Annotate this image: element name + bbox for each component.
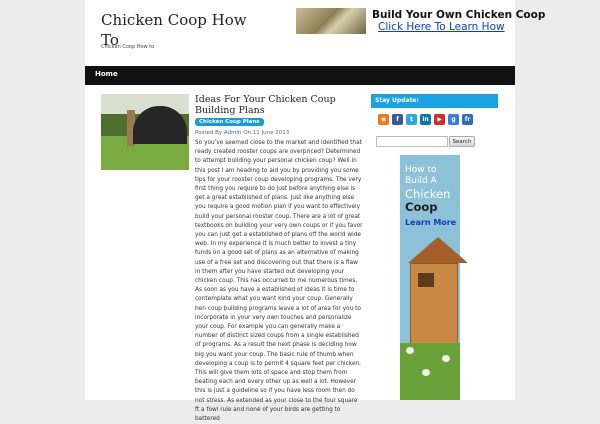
twitter-icon[interactable]: t — [406, 114, 417, 125]
sidebar-coop-ad[interactable] — [400, 155, 460, 400]
post-category-badge[interactable]: Chicken Coup Plans — [195, 118, 264, 126]
stay-update-widget-header — [371, 94, 498, 108]
post-body: So you've seemed close to the market and identified that ready created rooster coups are overpriced? Determined to attempt building your personal chicken coup? Well in this post I am heading to aid you by providing you some tips for your rooster coup developing programs. The very first thing you require to do just before anything else is get a great established of plans. Just like anything else you require a good motion plan if you want to effectively build your personal rooster coup. There are a lot of great textbooks on building your very own coups or if you favor you can just get a established of plans off the world wide web. In my experience it is much better to invest a tiny funds on a good set of plans as an alternative of making use of a free set and discovering out that there is a flaw in them after you have started out developing your chicken coup. This has occurred to me numerous times. As soon as you have a established of ideas it is time to contemplate what you want kind your coup. Generally hen coup building programs leave a lot of area for you to incorporate in your very own touches and personalize your coup. For example you can generally make a number of distinct sized coups from a single established of programs. As a result the next phase is deciding how big you want your coup. The basic rule of thumb when developing a coup is to permit 4 square feet per chicken. This will give them lots of space and stop them from beating each and every other up as well a lot. However this is just a guideline so if you have less room then do not stress. As extended as your close to the four square ft a fowl rule and none of your birds are getting to battered — [195, 140, 363, 423]
widget-title: Stay Update: — [375, 97, 419, 104]
post-thumbnail[interactable] — [101, 94, 189, 170]
ad-text-coop: Coop — [405, 200, 438, 214]
rss-icon[interactable]: ◉ — [378, 114, 389, 125]
ad-coop-door — [418, 273, 434, 287]
linkedin-icon[interactable]: in — [420, 114, 431, 125]
youtube-icon[interactable]: ▶ — [434, 114, 445, 125]
main-nav — [85, 66, 515, 85]
ad-chicken-figure — [422, 369, 430, 376]
post-title[interactable]: Ideas For Your Chicken Coup Building Plans — [195, 94, 336, 116]
site-tagline: Chicken Coop How to — [101, 44, 155, 50]
banner-headline: Build Your Own Chicken Coop — [372, 9, 546, 21]
facebook-icon[interactable]: f — [392, 114, 403, 125]
google-icon[interactable]: g — [448, 114, 459, 125]
ad-chicken-figure — [406, 347, 414, 354]
flickr-icon[interactable]: fr — [462, 114, 473, 125]
post-meta-prefix: Posted By — [195, 130, 223, 136]
ad-text-build: Build A — [405, 176, 437, 186]
nav-item-home[interactable]: Home — [95, 70, 118, 78]
post-author-link[interactable]: Admin — [223, 130, 242, 136]
banner-link[interactable]: Click Here To Learn How — [378, 21, 505, 33]
ad-learn-more-link[interactable]: Learn More — [405, 218, 457, 227]
header-banner-ad[interactable] — [296, 8, 546, 34]
search-input[interactable] — [376, 136, 448, 147]
post-date: On 11 June 2013 — [243, 130, 290, 136]
banner-coop-image — [296, 8, 366, 34]
ad-chicken-figure — [442, 355, 450, 362]
ad-coop-roof — [408, 237, 468, 263]
ad-text-how-to: How to — [405, 165, 437, 175]
ad-text-chicken: Chicken — [405, 187, 451, 201]
post-meta — [195, 130, 289, 136]
site-title[interactable]: Chicken Coop How To — [101, 11, 247, 49]
search-button[interactable]: Search — [449, 136, 475, 147]
